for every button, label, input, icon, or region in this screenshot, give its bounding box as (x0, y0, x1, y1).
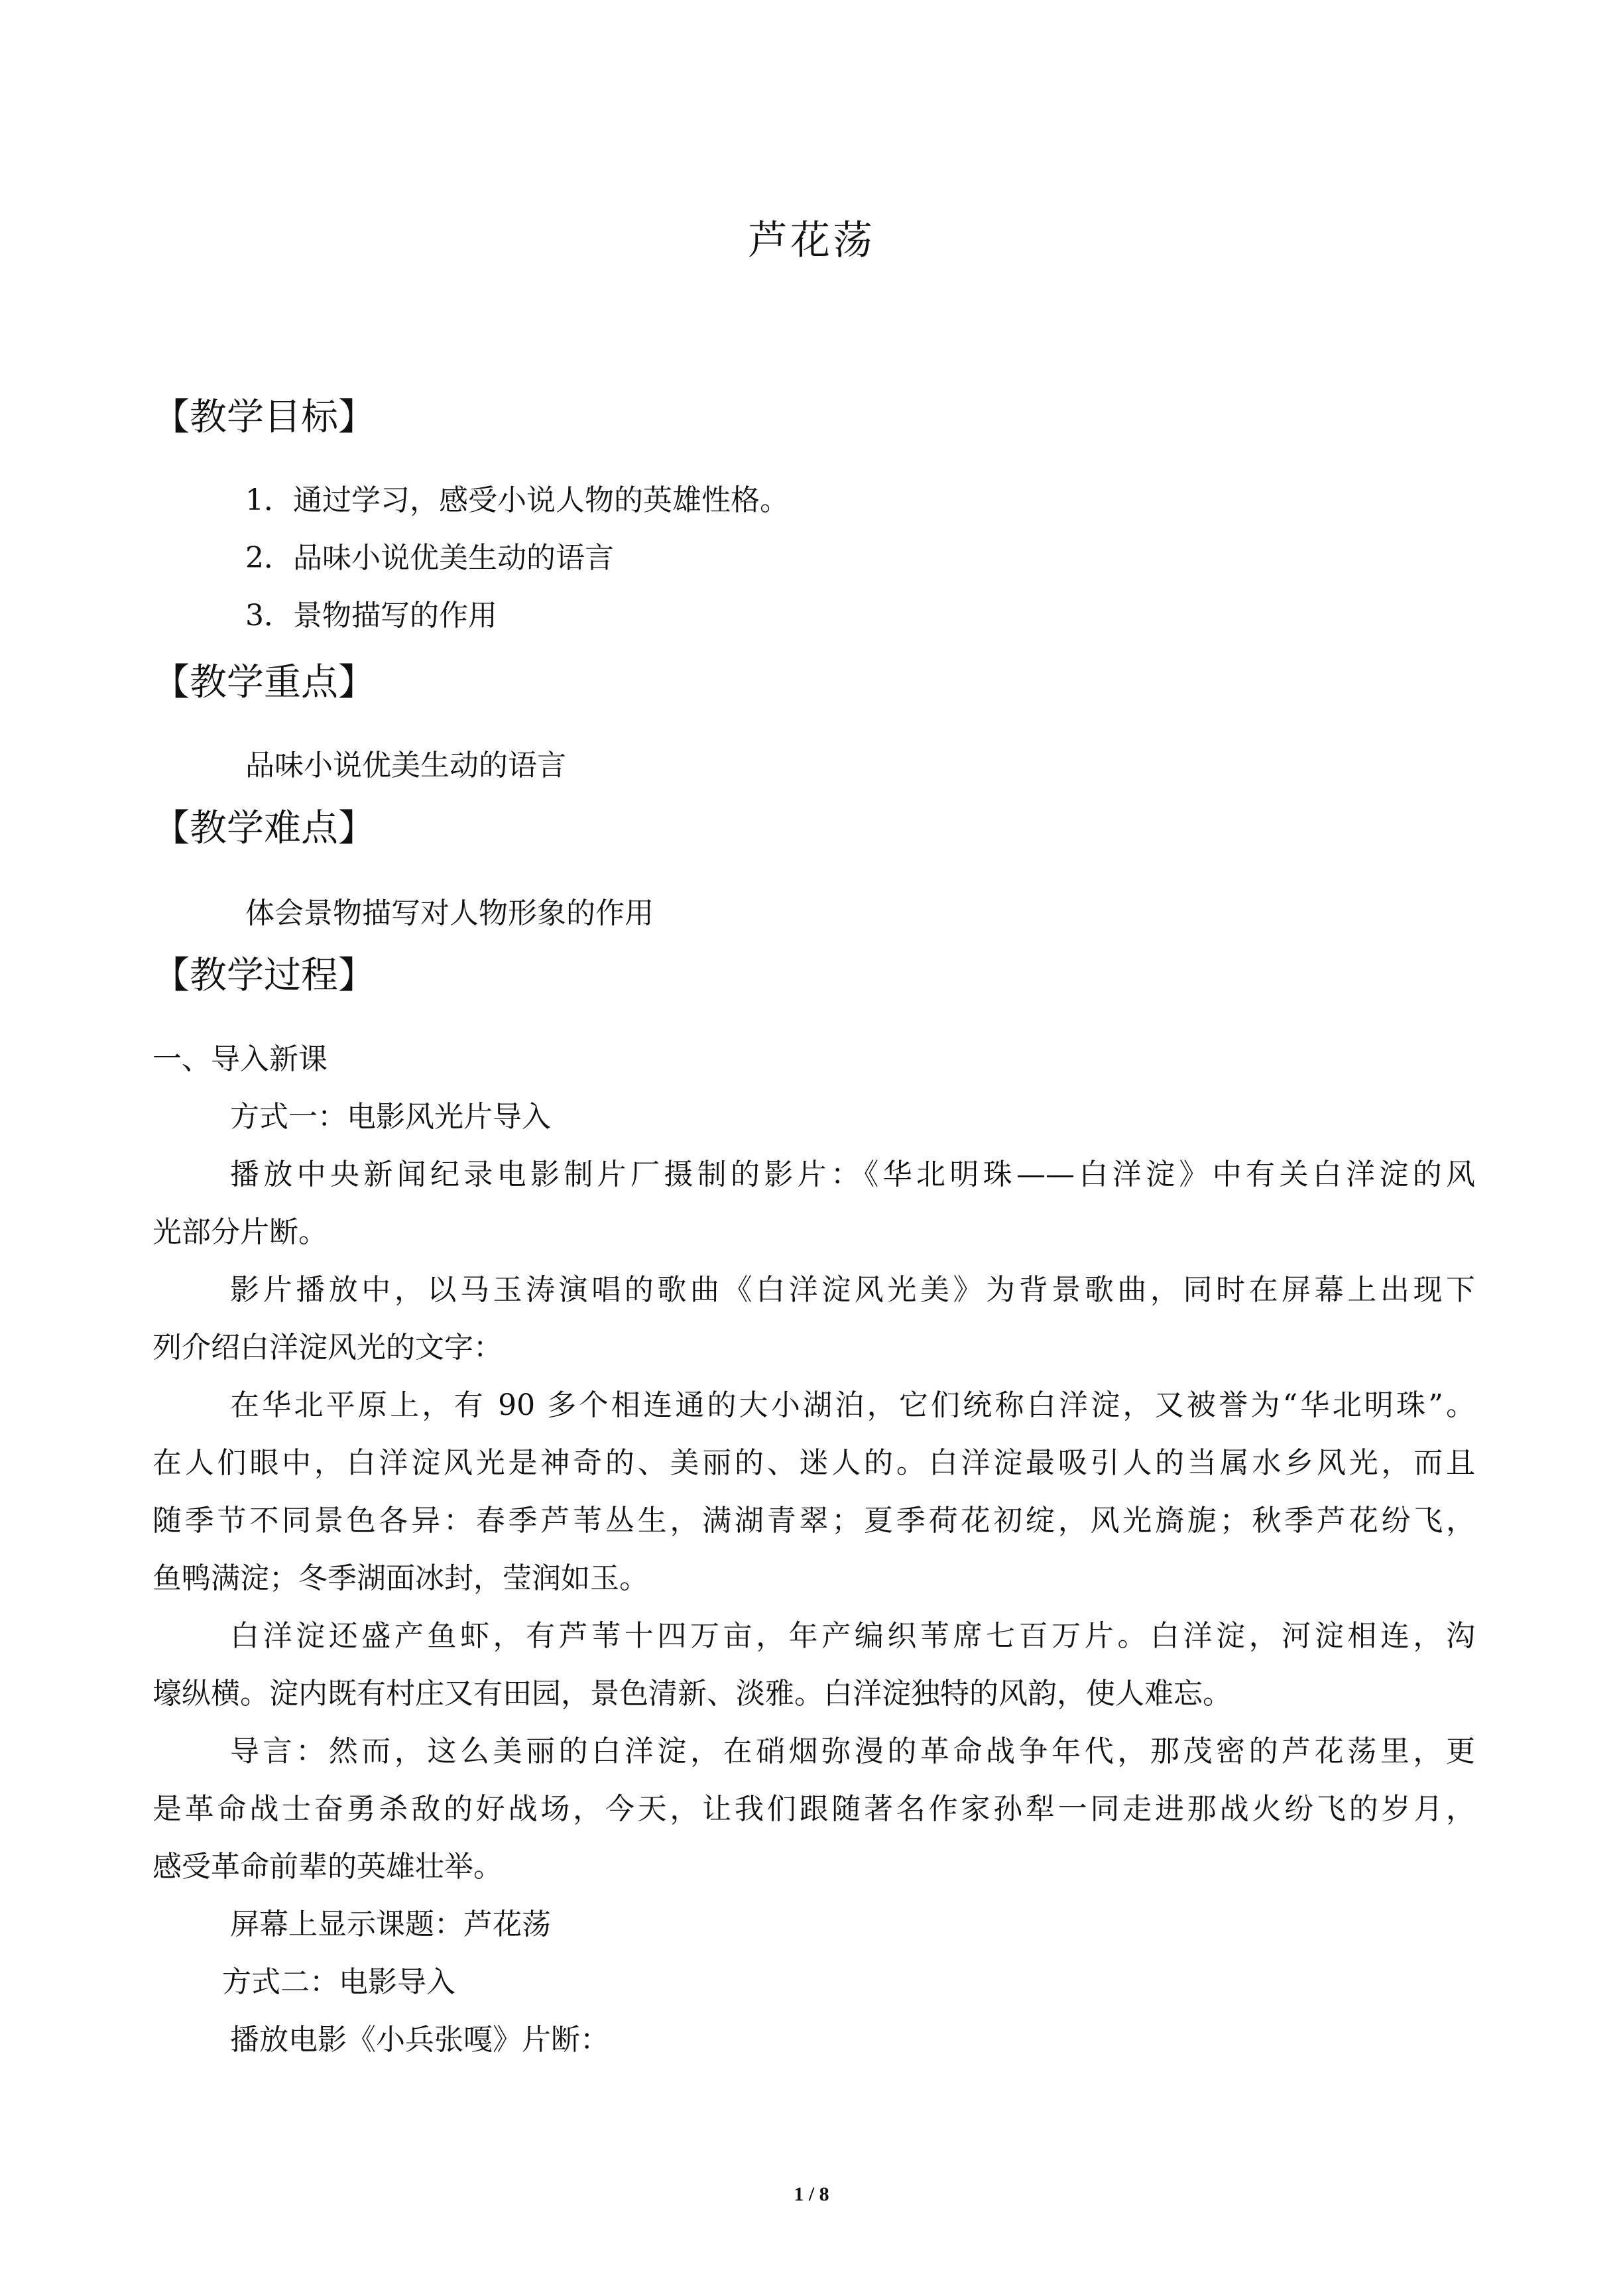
document-title: 芦花荡 (748, 217, 875, 264)
paragraph-line: 列介绍白洋淀风光的文字： (152, 1331, 503, 1364)
heading-key-points: 【教学重点】 (152, 661, 375, 704)
paragraph-line: 白洋淀还盛产鱼虾，有芦苇十四万亩，年产编织苇席七百万片。白洋淀，河淀相连，沟 (230, 1619, 1475, 1653)
section-intro: 一、导入新课 (152, 1042, 328, 1076)
paragraph-line: 在华北平原上，有 90 多个相连通的大小湖泊，它们统称白洋淀，又被誉为“华北明珠”。 (230, 1388, 1475, 1422)
paragraph-line: 鱼鸭满淀；冬季湖面冰封，莹润如玉。 (152, 1561, 648, 1595)
key-point-text: 品味小说优美生动的语言 (245, 749, 566, 782)
paragraph-line: 导言：然而，这么美丽的白洋淀，在硝烟弥漫的革命战争年代，那茂密的芦花荡里，更 (230, 1734, 1475, 1768)
heading-objectives: 【教学目标】 (152, 396, 375, 439)
paragraph-line: 在人们眼中，白洋淀风光是神奇的、美丽的、迷人的。白洋淀最吸引人的当属水乡风光，而且 (152, 1446, 1475, 1480)
heading-process: 【教学过程】 (152, 954, 375, 997)
objective-2: 2．品味小说优美生动的语言 (245, 541, 614, 575)
objective-3: 3．景物描写的作用 (245, 599, 497, 633)
method-1-title: 方式一：电影风光片导入 (230, 1100, 551, 1134)
screen-title-line: 屏幕上显示课题：芦花荡 (230, 1907, 551, 1941)
paragraph-line: 播放中央新闻纪录电影制片厂摄制的影片：《华北明珠——白洋淀》中有关白洋淀的风 (230, 1158, 1475, 1191)
paragraph-line: 影片播放中，以马玉涛演唱的歌曲《白洋淀风光美》为背景歌曲，同时在屏幕上出现下 (230, 1273, 1475, 1307)
paragraph-line: 是革命战士奋勇杀敌的好战场，今天，让我们跟随著名作家孙犁一同走进那战火纷飞的岁月， (152, 1792, 1475, 1826)
heading-difficulties: 【教学难点】 (152, 807, 375, 850)
paragraph-line: 光部分片断。 (152, 1215, 328, 1249)
method-2-text: 播放电影《小兵张嘎》片断： (230, 2023, 609, 2057)
paragraph-line: 壕纵横。淀内既有村庄又有田园，景色清新、淡雅。白洋淀独特的风韵，使人难忘。 (152, 1677, 1232, 1711)
method-2-title: 方式二：电影导入 (222, 1965, 455, 1999)
page-number: 1 / 8 (794, 2183, 829, 2205)
difficulty-text: 体会景物描写对人物形象的作用 (245, 896, 654, 930)
paragraph-line: 随季节不同景色各异：春季芦苇丛生，满湖青翠；夏季荷花初绽，风光旖旎；秋季芦花纷飞， (152, 1504, 1475, 1538)
paragraph-line: 感受革命前辈的英雄壮举。 (152, 1850, 503, 1884)
objective-1: 1．通过学习，感受小说人物的英雄性格。 (245, 483, 789, 517)
